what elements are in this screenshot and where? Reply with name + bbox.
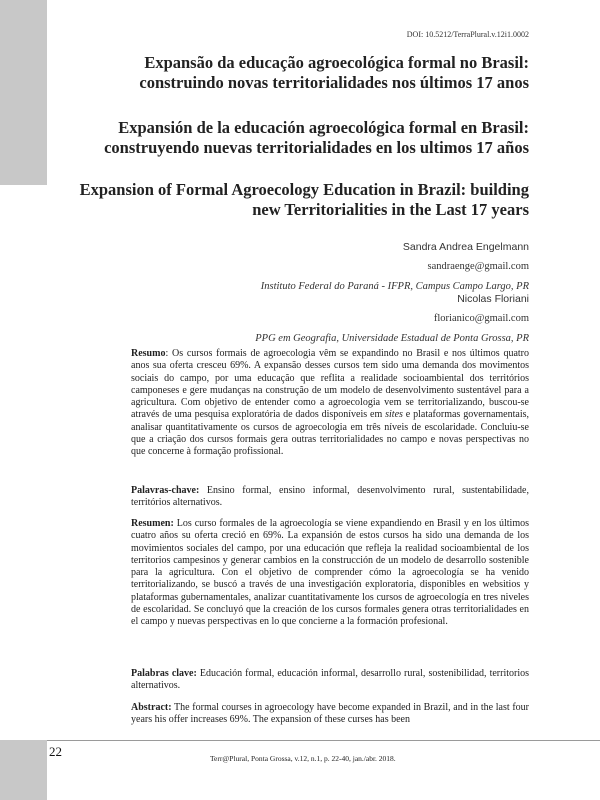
title-portuguese: [139, 53, 529, 93]
abstract-text: : Os cursos formais de agroecologia vêm se expandindo no Brasil e nos últimos quatro anos sua oferta cresceu 69%. A expansão desses cursos tem sido uma demanda dos movimentos sociais do campo, por uma educação que reflita a realidade socioambiental dos territórios camponeses e gere mudanças na construção de um modelo de desenvolvimento sustentável para a agricultura. Com objetivo de entender como a agroecologia vem se territorializando, buscou-se através de uma pesquisa exploratória de dados disponíveis em: [131, 348, 529, 421]
title-es-line-2: construyendo nuevas territorialidades en los ultimos 17 años: [104, 138, 529, 157]
abstract-english: [131, 702, 529, 727]
title-pt-line-2: construindo novas territorialidades nos últimos 17 anos: [139, 73, 529, 92]
sidebar-decoration-bottom: [0, 740, 47, 800]
title-spanish: [104, 118, 529, 158]
abstract-portuguese: [131, 348, 529, 459]
abstract-label: Resumo: [131, 348, 166, 359]
sidebar-decoration-top: [0, 0, 47, 185]
keywords-spanish: [131, 668, 529, 693]
author-institution: PPG em Geografia, Universidade Estadual de Ponta Grossa, PR: [255, 333, 529, 344]
abstract-text-italic: sites: [385, 409, 403, 421]
title-es-line-1: Expansión de la educación agroecológica formal en Brasil:: [118, 118, 529, 137]
abstract-spanish: [131, 518, 529, 629]
title-pt-line-1: Expansão da educação agroecológica formal no Brasil:: [144, 53, 529, 72]
keywords-text: Educación formal, educación informal, desarrollo rural, sostenibilidad, territorios alternativos.: [131, 668, 529, 692]
author-2: [255, 289, 529, 349]
abstract-text: The formal courses in agroecology have become expanded in Brazil, and in the last four years his offer increases 69%. The expansion of these curses has been: [131, 702, 529, 726]
title-en-line-1: Expansion of Formal Agroecology Education in Brazil: building: [79, 180, 529, 199]
keywords-label: Palavras-chave:: [131, 485, 200, 496]
author-1: [261, 237, 529, 297]
abstract-label: Abstract:: [131, 702, 172, 713]
keywords-text: Ensino formal, ensino informal, desenvolvimento rural, sustentabilidade, territórios alternativos.: [131, 485, 529, 509]
author-email: sandraenge@gmail.com: [427, 261, 529, 272]
footer-citation: Terr@Plural, Ponta Grossa, v.12, n.1, p. 22-40, jan./abr. 2018.: [210, 754, 396, 763]
title-en-line-2: new Territorialities in the Last 17 years: [252, 200, 529, 219]
keywords-label: Palabras clave:: [131, 668, 197, 679]
abstract-text-cont: e plataformas governamentais, analisar quantitativamente os cursos de agroecologia em três níveis de escolaridade. Concluiu-se que a criação dos cursos formais gera outras territorialidades no campo e novas perspectivas no que concerne à formação profissional.: [131, 409, 529, 458]
doi: DOI: 10.5212/TerraPlural.v.12i1.0002: [406, 30, 529, 39]
keywords-portuguese: [131, 485, 529, 510]
title-english: [80, 180, 529, 220]
author-name: Nicolas Floriani: [457, 293, 529, 305]
abstract-label: Resumen:: [131, 518, 174, 529]
author-institution: Instituto Federal do Paraná - IFPR, Campus Campo Largo, PR: [260, 281, 529, 292]
page-number: 22: [49, 744, 62, 759]
footer-divider: [47, 740, 600, 741]
abstract-text: Los curso formales de la agroecología se viene expandiendo en Brasil y en los últimos cuatro años su oferta creció en 69%. La expansión de estos cursos ha sido una demanda de los movimientos sociales del campo, por una educación que refleja la realidad socioambiental de los territorios campesinos y generar cambios en la construcción de un modelo de desarrollo sostenible para la agricultura. Con el objetivo de comprender cómo la agroecología se ha venido territorializando, se buscó a través de una investigación exploratoria, disponibles en websitios y plataformas gubernamentales, analizar cuantitativamente los cursos de agroecología en tres niveles de escolaridad. Se concluyó que la creación de los cursos formales genera otras territorialidades en el campo y nuevas perspectivas en lo que concierne a la formación profesional.: [131, 518, 529, 628]
author-email: florianico@gmail.com: [433, 313, 529, 324]
author-name: Sandra Andrea Engelmann: [402, 241, 529, 253]
